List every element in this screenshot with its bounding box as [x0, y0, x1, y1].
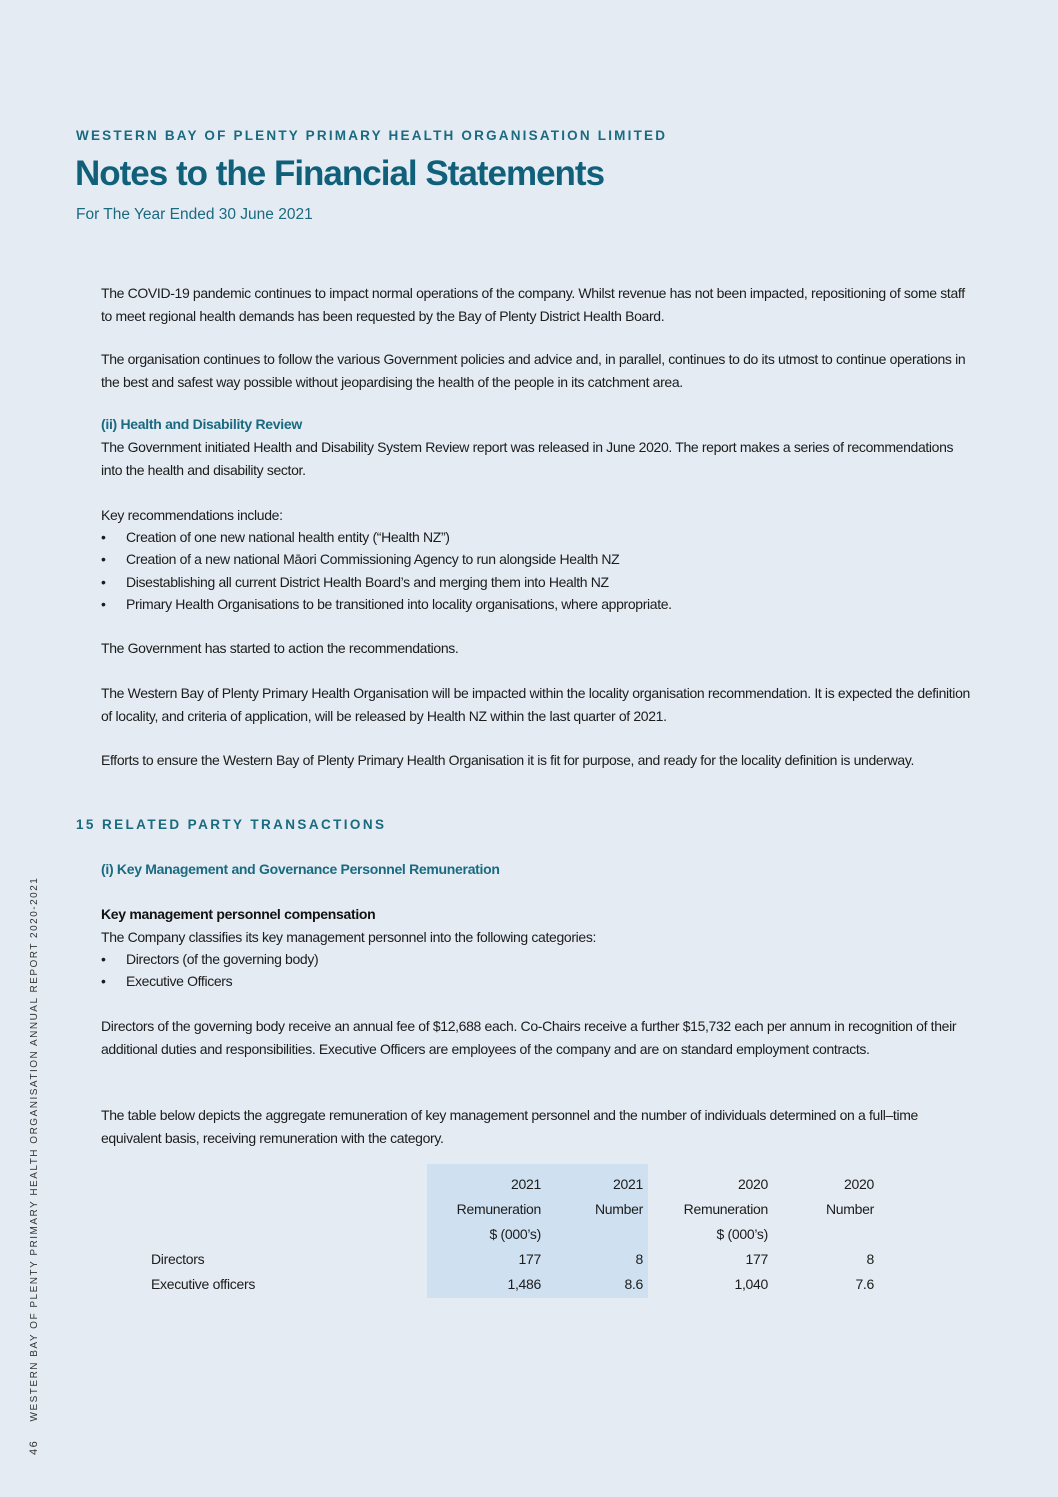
bullet-icon: •	[101, 573, 106, 590]
categories-paragraph: The Company classifies its key management personnel into the following categories:	[101, 929, 597, 945]
recommendations-intro: Key recommendations include:	[101, 507, 283, 523]
health-review-heading: (ii) Health and Disability Review	[101, 416, 302, 432]
recommendations-list	[101, 526, 672, 615]
page-subtitle: For The Year Ended 30 June 2021	[76, 206, 313, 223]
efforts-paragraph: Efforts to ensure the Western Bay of Plenty Primary Health Organisation it is fit for purpose, and ready for the locality definition is underway.	[101, 752, 915, 768]
table-intro-paragraph: The table below depicts the aggregate remuneration of key management personnel and the number of individuals determined on a full–time equivalent basis, receiving remuneration with the category.	[101, 1107, 918, 1146]
bullet-icon: •	[101, 551, 106, 568]
review-paragraph: The Government initiated Health and Disability System Review report was released in June 2020. The report makes a series of recommendations into the health and disability sector.	[101, 439, 954, 478]
remuneration-subheading: (i) Key Management and Governance Personnel Remuneration	[101, 861, 500, 877]
table-row: Directors 177 8 177 8	[151, 1250, 874, 1267]
org-name: WESTERN BAY OF PLENTY PRIMARY HEALTH ORGANISATION LIMITED	[76, 128, 668, 143]
remuneration-table	[140, 1171, 874, 1296]
list-item: • Creation of one new national health entity (“Health NZ”)	[101, 526, 672, 548]
bullet-icon: •	[101, 529, 106, 545]
report-title: WESTERN BAY OF PLENTY PRIMARY HEALTH ORGANISATION ANNUAL REPORT 2020-2021	[29, 876, 40, 1422]
bullet-icon: •	[101, 951, 106, 967]
list-item: • Primary Health Organisations to be transitioned into locality organisations, where appropriate.	[101, 593, 672, 615]
page-title: Notes to the Financial Statements	[75, 154, 605, 193]
table-header-row: 2021 2021 2020 2020	[511, 1175, 874, 1192]
categories-list	[101, 948, 318, 993]
bullet-icon: •	[101, 595, 106, 612]
list-item: • Directors (of the governing body)	[101, 948, 318, 970]
list-item: • Executive Officers	[101, 970, 318, 992]
action-paragraph: The Government has started to action the recommendations.	[101, 640, 459, 656]
table-row: Executive officers 1,486 8.6 1,040 7.6	[151, 1275, 874, 1292]
fees-paragraph: Directors of the governing body receive an annual fee of $12,688 each. Co-Chairs receive a further $15,732 each per annum in recognition of their additional duties and responsibilities. Executive Officers are employees of the company and are on standard employment contracts.	[101, 1018, 957, 1057]
compensation-heading: Key management personnel compensation	[101, 906, 376, 922]
table-header-row: $ (000’s) $ (000’s)	[489, 1225, 768, 1242]
policy-paragraph: The organisation continues to follow the various Government policies and advice and, in parallel, continues to do its utmost to continue operations in the best and safest way possible without jeopardising the health of the people in its catchment area.	[101, 351, 966, 390]
sidebar-footer	[28, 877, 40, 1455]
list-item: • Disestablishing all current District Health Board’s and merging them into Health NZ	[101, 571, 672, 593]
bullet-icon: •	[101, 973, 106, 990]
table-header-row: Remuneration Number Remuneration Number	[456, 1200, 874, 1217]
list-item: • Creation of a new national Māori Commissioning Agency to run alongside Health NZ	[101, 548, 672, 570]
page-number: 46	[28, 1439, 40, 1455]
covid-paragraph: The COVID-19 pandemic continues to impact normal operations of the company. Whilst revenue has not been impacted, repositioning of some staff to meet regional health demands has been requested by the Bay of Plenty District Health Board.	[101, 285, 965, 324]
locality-paragraph: The Western Bay of Plenty Primary Health Organisation will be impacted within the locality organisation recommendation. It is expected the definition of locality, and criteria of application, will be released by Health NZ within the last quarter of 2021.	[101, 685, 970, 724]
section-heading-related-party: 15 RELATED PARTY TRANSACTIONS	[76, 817, 387, 832]
